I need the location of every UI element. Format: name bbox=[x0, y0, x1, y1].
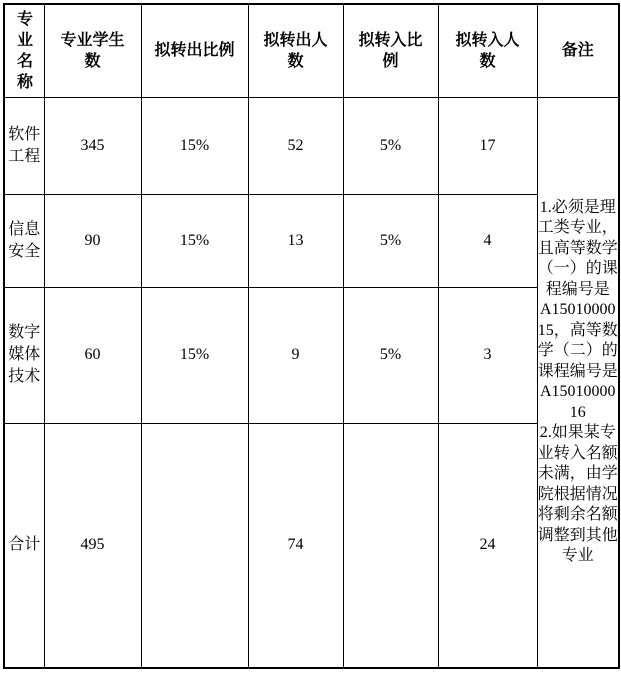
transfer-in-ratio-cell: 5% bbox=[343, 97, 438, 194]
major-name-cell: 数字媒体技术 bbox=[4, 287, 44, 423]
student-count-cell: 345 bbox=[44, 97, 141, 194]
student-count-cell: 60 bbox=[44, 287, 141, 423]
transfer-out-count-cell: 13 bbox=[248, 194, 343, 287]
major-name-cell: 信息安全 bbox=[4, 194, 44, 287]
table-row-total bbox=[4, 423, 619, 668]
transfer-in-count-cell: 17 bbox=[438, 97, 537, 194]
col-header-transfer-out-ratio: 拟转出比例 bbox=[141, 4, 248, 97]
remarks-item-1: 1.必须是理工类专业，且高等数学（一）的课程编号是A1501000015，高等数学（二）的课程编号是A1501000016 bbox=[537, 198, 618, 421]
col-header-transfer-in-count: 拟转入人数 bbox=[438, 4, 537, 97]
col-header-transfer-in-ratio: 拟转入比例 bbox=[343, 4, 438, 97]
remarks-item-2: 2.如果某专业转入名额未满，由学院根据情况将剩余名额调整到其他专业 bbox=[537, 424, 618, 565]
transfer-in-ratio-cell: 5% bbox=[343, 287, 438, 423]
transfer-in-count-cell: 4 bbox=[438, 194, 537, 287]
col-header-remarks: 备注 bbox=[537, 4, 619, 97]
table-row-software-engineering bbox=[4, 97, 619, 194]
transfer-in-ratio-cell bbox=[343, 423, 438, 668]
table-header-row bbox=[4, 4, 619, 97]
table-row-information-security bbox=[4, 194, 619, 287]
transfer-in-count-cell: 24 bbox=[438, 423, 537, 668]
transfer-in-count-cell: 3 bbox=[438, 287, 537, 423]
transfer-out-ratio-cell: 15% bbox=[141, 287, 248, 423]
transfer-out-count-cell: 74 bbox=[248, 423, 343, 668]
transfer-out-ratio-cell: 15% bbox=[141, 194, 248, 287]
col-header-major-name: 专业名称 bbox=[4, 4, 44, 97]
major-name-cell: 软件工程 bbox=[4, 97, 44, 194]
transfer-out-count-cell: 52 bbox=[248, 97, 343, 194]
transfer-out-count-cell: 9 bbox=[248, 287, 343, 423]
major-name-cell: 合计 bbox=[4, 423, 44, 668]
major-transfer-quota-table bbox=[3, 3, 620, 669]
col-header-transfer-out-count: 拟转出人数 bbox=[248, 4, 343, 97]
col-header-student-count: 专业学生数 bbox=[44, 4, 141, 97]
remarks-cell bbox=[537, 97, 619, 668]
student-count-cell: 495 bbox=[44, 423, 141, 668]
table-row-digital-media-technology bbox=[4, 287, 619, 423]
transfer-in-ratio-cell: 5% bbox=[343, 194, 438, 287]
transfer-out-ratio-cell bbox=[141, 423, 248, 668]
transfer-out-ratio-cell: 15% bbox=[141, 97, 248, 194]
student-count-cell: 90 bbox=[44, 194, 141, 287]
